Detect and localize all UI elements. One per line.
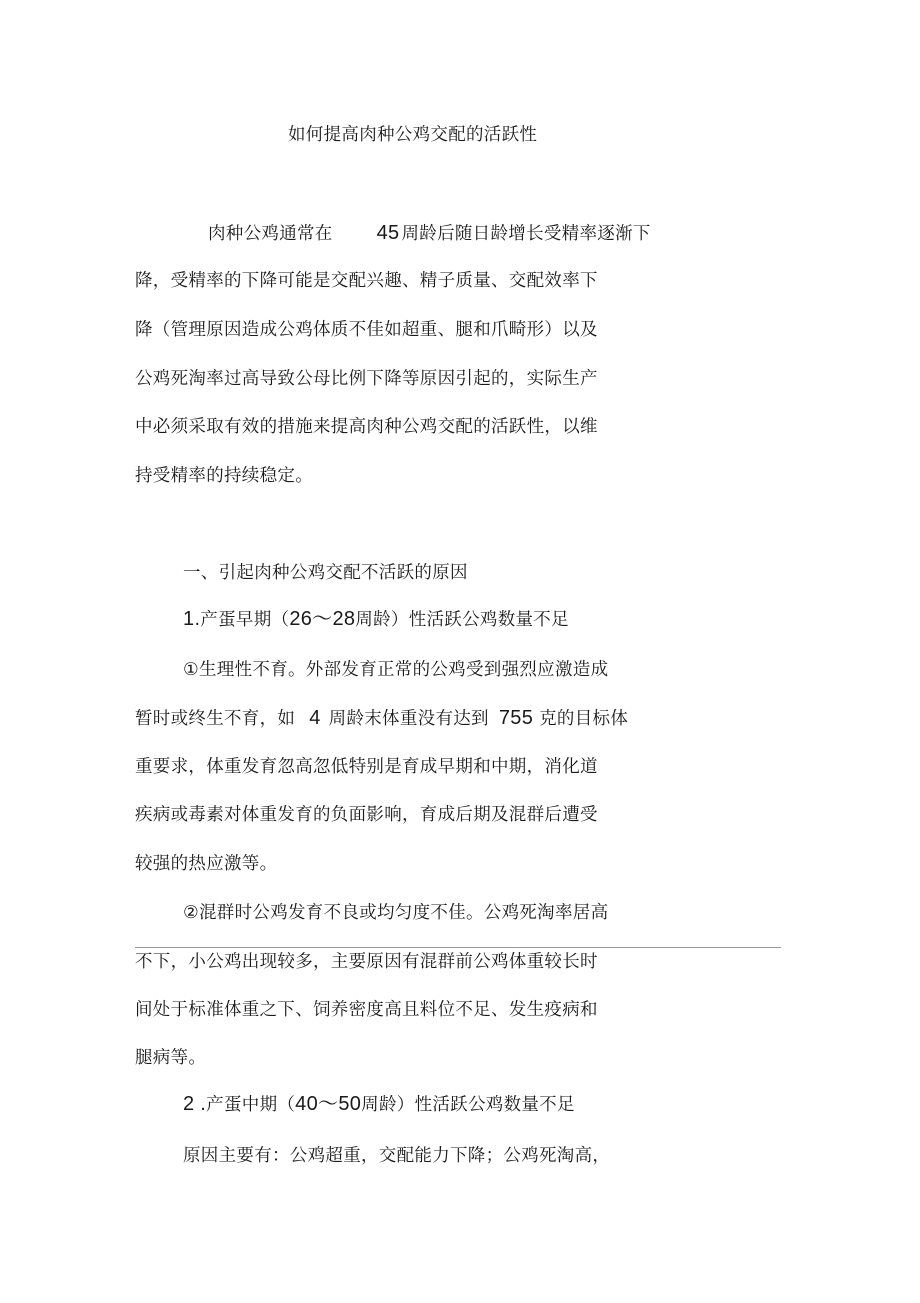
para2-line-3: 间处于标准体重之下、饲养密度高且料位不足、发生疫病和 [135, 1000, 598, 1020]
para2-line-4: 腿病等。 [135, 1048, 207, 1068]
intro-line-3: 降（管理原因造成公鸡体质不佳如超重、腿和爪畸形）以及 [135, 320, 598, 340]
intro-text: 肉种公鸡通常在 [208, 224, 333, 244]
para3-line-1: 原因主要有：公鸡超重，交配能力下降；公鸡死淘高， [183, 1146, 611, 1166]
subheading-1 [183, 608, 569, 631]
para1-number: 4 [309, 707, 321, 729]
subheading-text: .产蛋中期（ [194, 1095, 296, 1115]
intro-line-6: 持受精率的持续稳定。 [135, 466, 313, 486]
subheading-text: 周龄）性活跃公鸡数量不足 [355, 610, 569, 630]
subheading-text: 周龄）性活跃公鸡数量不足 [361, 1095, 575, 1115]
intro-line-2: 降，受精率的下降可能是交配兴趣、精子质量、交配效率下 [135, 271, 598, 291]
page-divider [135, 947, 781, 948]
para1-line-4: 疾病或毒素对体重发育的负面影响，育成后期及混群后遭受 [135, 805, 598, 825]
intro-text: 周龄后随日龄增长受精率逐渐下 [401, 224, 651, 244]
para1-line-5: 较强的热应激等。 [135, 854, 278, 874]
para1-text: 克的目标体 [539, 709, 629, 729]
subheading-range: 40～50 [295, 1093, 362, 1115]
section-heading: 一、引起肉种公鸡交配不活跃的原因 [183, 563, 468, 583]
para1-text: 周龄末体重没有达到 [328, 709, 489, 729]
subheading-text: .产蛋早期（ [194, 610, 290, 630]
subheading-number: 2 [183, 1093, 195, 1115]
para1-line-1: ①生理性不育。外部发育正常的公鸡受到强烈应激造成 [183, 660, 609, 680]
intro-number: 45 [376, 222, 400, 244]
para2-line-1: ②混群时公鸡发育不良或均匀度不佳。公鸡死淘率居高 [183, 903, 609, 923]
para1-number: 755 [498, 707, 534, 729]
intro-line-1 [208, 222, 651, 245]
subheading-2 [183, 1093, 575, 1116]
para1-line-2 [135, 707, 628, 730]
para1-text: 暂时或终生不育，如 [135, 709, 296, 729]
subheading-range: 26～28 [289, 608, 356, 630]
page-title: 如何提高肉种公鸡交配的活跃性 [288, 125, 538, 145]
para1-line-3: 重要求，体重发育忽高忽低特别是育成早期和中期，消化道 [135, 757, 598, 777]
subheading-number: 1 [183, 608, 195, 630]
intro-line-4: 公鸡死淘率过高导致公母比例下降等原因引起的，实际生产 [135, 369, 598, 389]
intro-line-5: 中必须采取有效的措施来提高肉种公鸡交配的活跃性，以维 [135, 417, 598, 437]
para2-line-2: 不下，小公鸡出现较多，主要原因有混群前公鸡体重较长时 [135, 952, 598, 972]
